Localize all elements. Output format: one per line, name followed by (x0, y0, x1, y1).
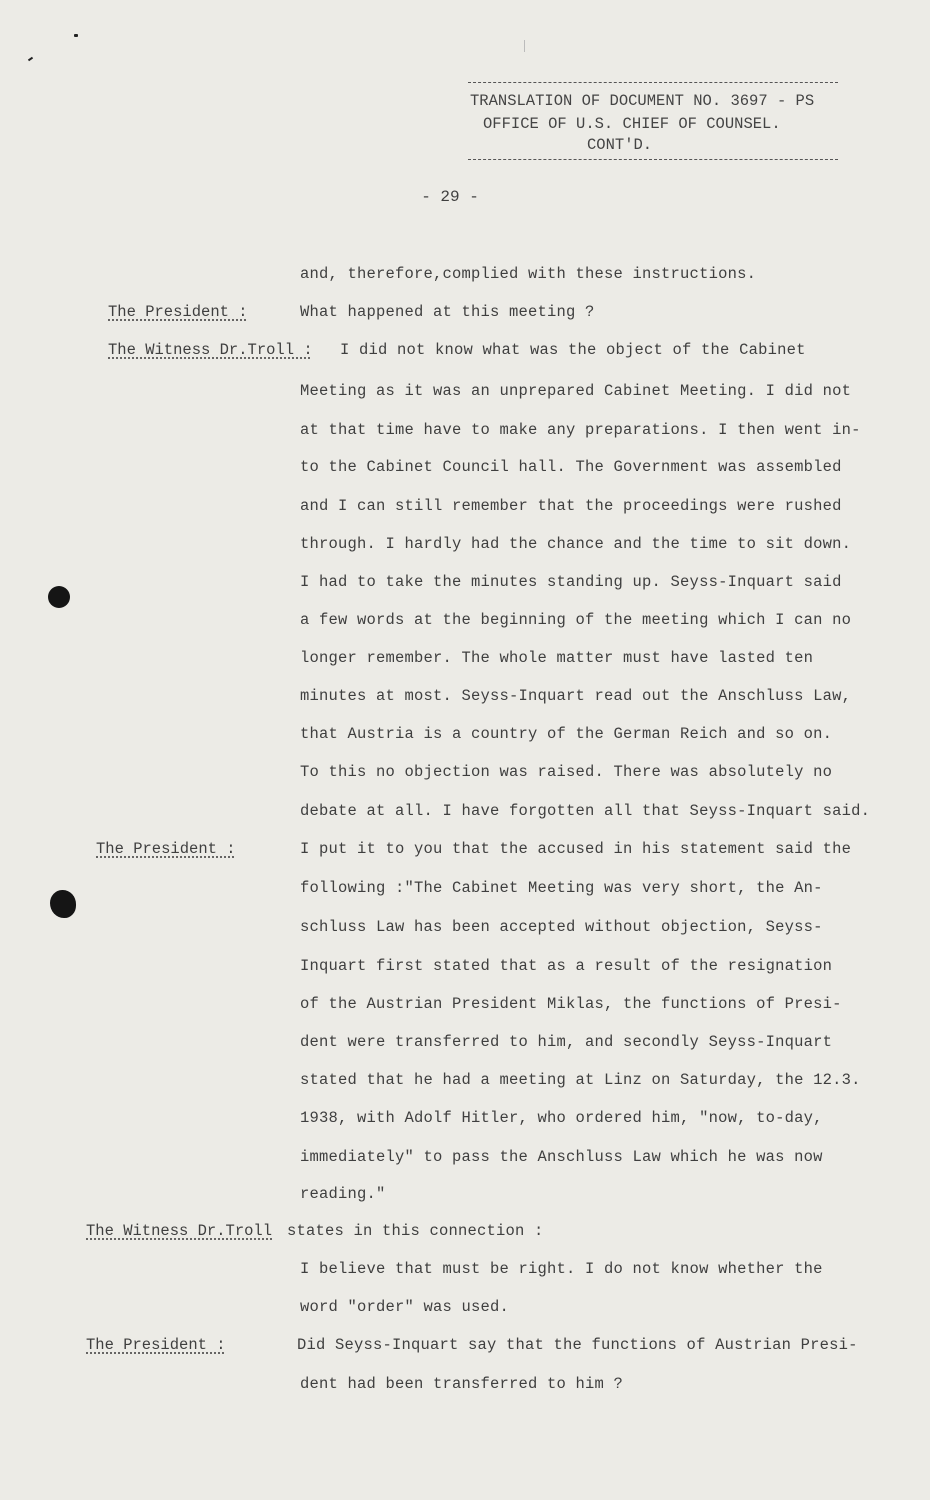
body-line: at that time have to make any preparations. I then went in- (300, 421, 861, 439)
body-line: stated that he had a meeting at Linz on Saturday, the 12.3. (300, 1071, 861, 1089)
header-line-3: CONT'D. (587, 136, 653, 154)
body-line: of the Austrian President Miklas, the functions of Presi- (300, 995, 842, 1013)
body-line: I had to take the minutes standing up. Seyss-Inquart said (300, 573, 842, 591)
header-line-1: TRANSLATION OF DOCUMENT NO. 3697 - PS (470, 92, 815, 110)
body-line: reading." (300, 1185, 386, 1203)
body-line: schluss Law has been accepted without objection, Seyss- (300, 918, 823, 936)
body-line: debate at all. I have forgotten all that Seyss-Inquart said. (300, 802, 871, 820)
body-line: through. I hardly had the chance and the time to sit down. (300, 535, 852, 553)
speaker-witness-2: The Witness Dr.Troll (86, 1222, 273, 1240)
ink-speck (74, 34, 78, 37)
body-line: following :"The Cabinet Meeting was very short, the An- (300, 879, 823, 897)
body-line: I believe that must be right. I do not know whether the (300, 1260, 823, 1278)
body-line: dent had been transferred to him ? (300, 1375, 624, 1393)
body-line: minutes at most. Seyss-Inquart read out the Anschluss Law, (300, 687, 852, 705)
body-line: To this no objection was raised. There was absolutely no (300, 763, 833, 781)
body-line: immediately" to pass the Anschluss Law which he was now (300, 1148, 823, 1166)
speaker-president-1: The President : (108, 303, 248, 321)
header-line-2: OFFICE OF U.S. CHIEF OF COUNSEL. (483, 115, 781, 133)
punch-hole-mark (48, 586, 70, 608)
page-number: - 29 - (421, 188, 479, 206)
body-line: Inquart first stated that as a result of the resignation (300, 957, 833, 975)
body-line: states in this connection : (287, 1222, 544, 1240)
speaker-president-3: The President : (86, 1336, 226, 1354)
body-line: a few words at the beginning of the meeting which I can no (300, 611, 852, 629)
body-line: I put it to you that the accused in his statement said the (300, 840, 852, 858)
body-line: Meeting as it was an unprepared Cabinet Meeting. I did not (300, 382, 852, 400)
speaker-witness-1: The Witness Dr.Troll : (108, 341, 313, 359)
body-line: longer remember. The whole matter must have lasted ten (300, 649, 814, 667)
header-bottom-rule (468, 159, 838, 160)
punch-hole-mark (50, 890, 76, 918)
body-line: and I can still remember that the proceedings were rushed (300, 497, 842, 515)
body-line: word "order" was used. (300, 1298, 510, 1316)
body-line: Did Seyss-Inquart say that the functions of Austrian Presi- (297, 1336, 858, 1354)
body-line: to the Cabinet Council hall. The Government was assembled (300, 458, 842, 476)
body-line: What happened at this meeting ? (300, 303, 595, 321)
body-line: I did not know what was the object of the Cabinet (340, 341, 806, 359)
body-line: 1938, with Adolf Hitler, who ordered him, "now, to-day, (300, 1109, 823, 1127)
header-top-rule (468, 82, 838, 83)
body-line: that Austria is a country of the German Reich and so on. (300, 725, 833, 743)
paper-mark (524, 40, 525, 52)
body-line: and, therefore,complied with these instructions. (300, 265, 757, 283)
body-line: dent were transferred to him, and secondly Seyss-Inquart (300, 1033, 833, 1051)
speaker-president-2: The President : (96, 840, 236, 858)
ink-speck (28, 57, 33, 62)
